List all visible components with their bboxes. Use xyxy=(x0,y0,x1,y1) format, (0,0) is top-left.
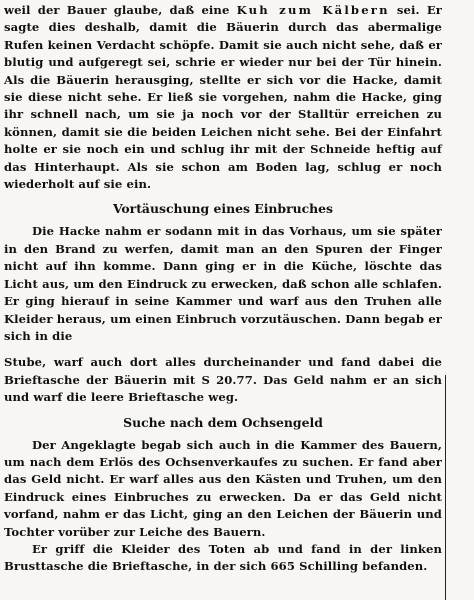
article-column xyxy=(4,2,442,576)
heading-einbruch: Vortäuschung eines Einbruches xyxy=(112,201,334,217)
paragraph-1 xyxy=(4,2,442,193)
column-gap xyxy=(4,345,442,354)
paragraph-3: Stube, warf auch dort alles durcheinander und fand dabei die Brieftasche der Bäuerin mit S 20.77. Das Geld nahm er an sich und warf die leere Brieftasche weg. xyxy=(4,355,442,405)
paragraph-1-rest: sei. Er sagte dies deshalb, damit die Bäuerin durch das abermalige Rufen keinen Verdacht schöpfe. Damit sie auch nicht sehe, daß er blutig und aufgeregt sei, schrie er wieder nur bei der Tür hinein. Als die Bäuerin herausging, stellte er sich vor die Hacke, damit sie diese nicht sehe. Er ließ sie vorgehen, nahm die Hacke, ging ihr schnell nach, um sie ja noch vor der Stalltür erreichen zu können, damit sie die beiden Leichen nicht sehe. Bei der Einfahrt holte er sie noch ein und schlug ihr mit der Schneide heftig auf das Hinterhaupt. Als sie schon am Boden lag, schlug er noch wiederholt auf sie ein. xyxy=(4,3,442,192)
paragraph-4: Der Angeklagte begab sich auch in die Kammer des Bauern, um nach dem Erlös des Ochsenverkaufes zu suchen. Er fand aber das Geld nicht. Er warf alles aus den Kästen und Truhen, um den Eindruck eines Einbruches zu erwecken. Da er das Geld nicht vorfand, nahm er das Licht, ging an den Leichen der Bäuerin und Tochter vorüber zur Leiche des Bauern. xyxy=(4,437,442,539)
paragraph-5: Er griff die Kleider des Toten ab und fand in der linken Brusttasche die Brieftasche, in der sich 665 Schilling befanden. xyxy=(4,541,442,574)
column-rule xyxy=(445,375,446,600)
paragraph-1-start: weil der Bauer glaube, daß eine xyxy=(4,3,237,17)
heading-ochsengeld: Suche nach dem Ochsengeld xyxy=(123,414,323,430)
paragraph-1-spaced: Kuh zum Kälbern xyxy=(236,3,390,17)
paragraph-2: Die Hacke nahm er sodann mit in das Vorhaus, um sie später in den Brand zu werfen, damit man an den Spuren der Finger nicht auf ihn komme. Dann ging er in die Küche, löschte das Licht aus, um den Eindruck zu erwecken, daß schon alle schlafen. Er ging hierauf in seine Kammer und warf aus den Truhen alle Kleider heraus, um einen Einbruch vorzutäuschen. Dann begab er sich in die xyxy=(4,224,442,343)
